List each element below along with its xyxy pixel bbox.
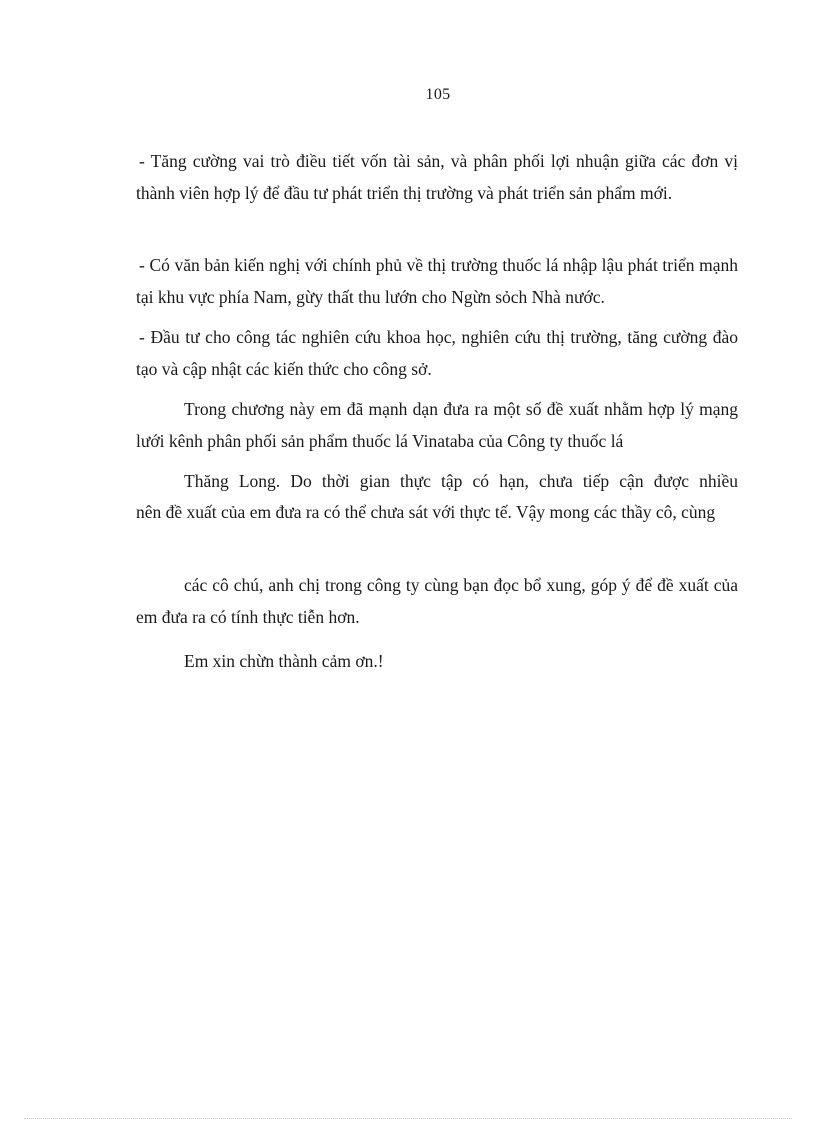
paragraph-6 [136,569,738,633]
paragraph-5 [136,465,738,527]
paragraph-4-text: Trong chương này em đã mạnh dạn đưa ra một số đề xuất nhằm hợp lý mạng lưới kênh phân phối sản phẩm thuốc lá Vinataba của Công ty thuốc lá [136,399,738,451]
paragraph-5-text [136,465,738,527]
page-number: 105 [425,86,451,103]
paragraph-5-first-line: Thăng Long. Do thời gian thực tập có hạn, chưa tiếp cận được nhiều [184,471,738,491]
paragraph-3 [136,321,738,385]
paragraph-4 [136,393,738,457]
paragraph-5-rest: nên đề xuất của em đưa ra có thể chưa sát với thực tế. Vậy mong các thầy cô, cùng [136,502,716,522]
paragraph-1 [136,145,738,209]
paragraph-1-text: - Tăng cường vai trò điều tiết vốn tài sản, và phân phối lợi nhuận giữa các đơn vị thành viên hợp lý để đầu tư phát triển thị trường và phát triển sản phẩm mới. [136,151,738,203]
closing-thanks: Em xin chừn thành cảm ơn.! [184,651,384,671]
paragraph-6-text: các cô chú, anh chị trong công ty cùng bạn đọc bổ xung, góp ý để đề xuất của em đưa ra có tính thực tiễn hơn. [136,575,738,627]
paragraph-3-text: - Đầu tư cho công tác nghiên cứu khoa học, nghiên cứu thị trường, tăng cường đào tạo và cập nhật các kiến thức cho công sở. [136,327,738,379]
paragraph-7 [136,645,738,677]
paragraph-2 [136,249,738,313]
page-bottom-rule [24,1118,792,1119]
paragraph-2-text: - Có văn bản kiến nghị với chính phủ về thị trường thuốc lá nhập lậu phát triển mạnh tại khu vực phía Nam, gừy thất thu lướn cho Ngừn sỏch Nhà nước. [136,255,738,307]
